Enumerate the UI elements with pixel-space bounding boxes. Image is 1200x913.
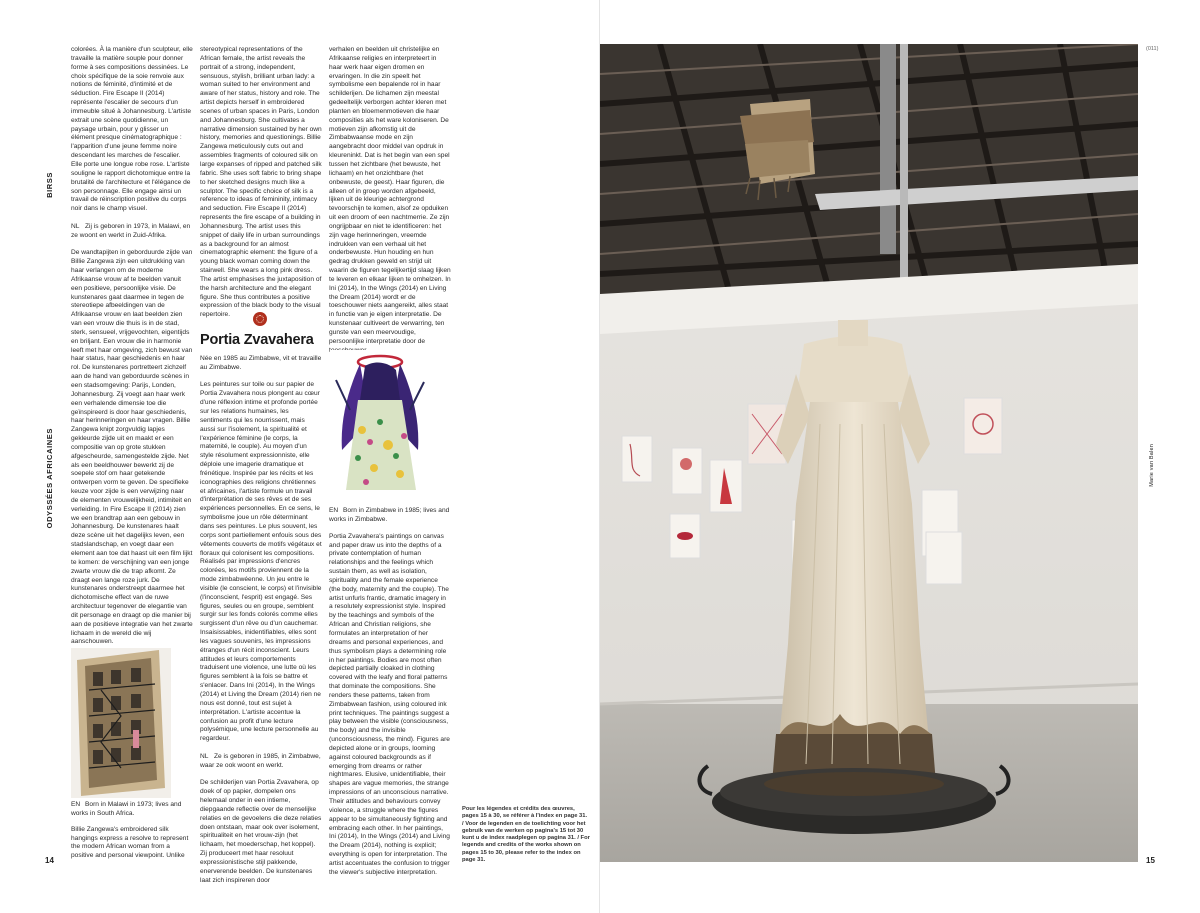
language-label: NL (71, 222, 80, 230)
paragraph-nl-intro: NL Zij is geboren in 1973, in Malawi, en ze woont en werkt in Zuid-Afrika. (71, 222, 191, 239)
legend-note: Pour les légendes et crédits des œuvres, pages 15 à 30, se référer à l'index en page 31. / Voor de legenden en de toelichting voor het gebruik van de werken op pagina's 15 tot 30 kunt u de index raadplegen op pagina 31. / For legends and credits of the works shown on pages 15 to 30, please refer to the index on page 31. (462, 806, 590, 864)
language-label: NL (200, 752, 209, 760)
paragraph: Née en 1985 au Zimbabwe, vit et travaille au Zimbabwe. (200, 355, 322, 371)
text-column-2 (200, 46, 322, 329)
artist-heading: Portia Zvavahera (200, 332, 314, 348)
paragraph-nl-intro: NL Ze is geboren in 1985, in Zimbabwe, waar ze ook woont en werkt. (200, 752, 321, 769)
paragraph: Les peintures sur toile ou sur papier de Portia Zvavahera nous plongent au cœur d'une réflexion intime et profonde portée sur les relations humaines, les sentiments qui les nourrissent, mais aussi sur l'isolement, la spiritualité et l'expérience féminine (le corps, la maternité, le couple). Au moyen d'un style résolument expressionniste, elle déploie une imagerie dramatique et frénétique. Inspirée par les récits et les iconographies des religions chrétiennes et africaines, l'artiste formule un travail d'interprétation de ses rêves et de ses expériences personnelles. En ce sens, le symbolisme joue un rôle déterminant dans ses peintures. Le plus souvent, les corps sont partiellement enfouis sous des vêtements couverts de motifs végétaux et floraux qui colonisent les compositions. Réalisés par impressions d'encres colorées, les motifs proviennent de la mode zimbabwéenne. Un jeu entre le visible (le conscient, le corps) et l'invisible (l'inconscient, l'esprit) est engagé. Ses figures, seules ou en groupe, semblent surgir sur les fonds colorés comme elles surgissent d'un rêve ou d'un cauchemar. Insaisissables, inidentifiables, elles sont les vagues souvenirs, les impressions étranges d'un récit inconscient. Leurs attitudes et leurs comportements traduisent une violence, une lutte où les figures semblent à la fois se battre et s'enlacer. Dans Ini (2014), In the Wings (2014) et Living the Dream (2014) rien ne nous est donné, tout est sujet à interprétation. L'artiste accentue la confusion au profit d'une lecture polysémique, une lecture personnelle au regardeur. (200, 381, 322, 743)
photo-credit-label: Marie van Balen (1149, 444, 1155, 487)
text-column-3 (329, 46, 451, 364)
section-emblem-icon (253, 312, 267, 326)
text-column-3-continued: EN Born in Zimbabwe in 1985; lives and works in Zimbabwe. Portia Zvavahera's paintings on canvas and paper draw us into the depths of a private contemplation of human relationships and the feelings which sustain them, as well as isolation, spirituality and the female experience (the body, maternity and the couple). The artist unfurls frantic, dramatic imagery in a resolutely expressionist style. Inspired by the teachings and symbols of the African and Christian religions, she formulates an interpretation of her dreams and personal experiences, and thus symbolism plays a determining role in her paintings. Bodies are most often depicted partially cloaked in clothing covered with the leafy and floral patterns that dominate the compositions. She renders these patterns, taken from Zimbabwean fashion, using coloured ink print techniques. The paintings suggest a play between the visible (consciousness, the body) and the invisible (unconsciousness, the mind). Figures are depicted alone or in groups, looming against coloured backgrounds as if emerging from dreams or rather nightmares. Elusive, unidentifiable, their shapes are vague memories, the strange impressions of an unconscious narrative. Their attitudes and behaviours convey violence, a struggle where the figures appear to be simultaneously fighting and embracing each other. In her paintings, Ini (2014), In the Wings (2014) and Living the Dream (2014), nothing is explicit; everything is open for interpretation. The artist accentuates the confusion to trigger the viewer's subjective interpretation. (329, 507, 450, 876)
artwork-fire-escape-image (71, 648, 171, 798)
paragraph: Portia Zvavahera's paintings on canvas and paper draw us into the depths of a private contemplation of human relationships and the feelings which sustain them, as well as isolation, spirituality and the female experience (the body, maternity and the couple). The artist unfurls frantic, dramatic imagery in a resolutely expressionist style. Inspired by the teachings and symbols of the African and Christian religions, she formulates an interpretation of her dreams and personal experiences, and thus symbolism plays a determining role in her paintings. Bodies are most often depicted partially cloaked in clothing covered with the leafy and floral patterns that dominate the compositions. She renders these patterns, taken from Zimbabwean fashion, using coloured ink print techniques. The paintings suggest a play between the visible (consciousness, the body) and the invisible (unconsciousness, the mind). Figures are depicted alone or in groups, looming against coloured backgrounds as if emerging from dreams or rather nightmares. Elusive, unidentifiable, their shapes are vague memories, the strange impressions of an unconscious narrative. Their attitudes and behaviours convey violence, a struggle where the figures appear to be simultaneously fighting and embracing each other. In her paintings, Ini (2014), In the Wings (2014) and Living the Dream (2014), nothing is explicit; everything is open for interpretation. The artist accentuates the confusion to trigger the viewer's subjective interpretation. (329, 532, 450, 876)
text-column-2-continued (200, 355, 322, 894)
paragraph: De schilderijen van Portia Zvavahera, op doek of op papier, dompelen ons helemaal onder in een intieme, diepgaande reflectie over de menselijke relaties en de gevoelens die deze relaties doen ontstaan, maar ook over isolement, spiritualiteit en het vrouw-zijn (het lichaam, het moederschap, het koppel). Zij produceert met haar resoluut expressionistische stijl pakkende, enerverende beelden. De kunstenares laat zich inspireren door (200, 779, 322, 884)
artwork-zvavahera-painting-image (330, 350, 430, 495)
caption-fire-escape: EN Born in Malawi in 1973; lives and works in South Africa. Billie Zangewa's embroidered silk hangings express a resolve to represent the modern African woman from a positive and personal viewpoint. Unlike (71, 801, 193, 870)
installation-photograph-image (600, 44, 1138, 862)
page-number-left: 14 (45, 856, 54, 865)
language-label: EN (329, 507, 339, 514)
paragraph: verhalen en beelden uit christelijke en Afrikaanse religies en interpreteert in haar werk haar eigen dromen en ervaringen. In die zin speelt het symbolisme een bepalende rol in haar schilderijen. De lichamen zijn meestal gedeeltelijk verborgen achter kleren met planten en bloemenmotieven die haar composities als het ware koloniseren. De motieven zijn afkomstig uit de Zimbabwaanse mode en zijn aangebracht door middel van opdruk in kleureninkt. Dat is het begin van een spel tussen het zichtbare (het bewuste, het lichaam) en het onzichtbare (het onbewuste, de geest). Haar figuren, die alleen of in groep worden afgebeeld, lijken uit de kleurige achtergrond tevoorschijn te komen, alsof ze opduiken uit een droom of een nachtmerrie. Ze zijn ongrijpbaar en niet te identificeren: het zijn vage herinneringen, vreemde indrukken van een verhaal uit het onderbewuste. Hun houding en hun gedrag drukken geweld en strijd uit waarin de figuren tegelijkertijd slaag lijken te leveren en elkaar lijken te omhelzen. In Ini (2014), In the Wings (2014) en Living the Dream (2014) wordt er de toeschouwer niets aangereikt, alles staat in functie van je eigen interpretatie. De kunstenaar cultiveert de verwarring, ten gunste van een meervoudige, persoonlijke interpretatie door de (329, 46, 451, 345)
paragraph: De wandtapijten in geborduurde zijde van Billie Zangewa zijn een uitdrukking van haar verlangen om de moderne Afrikaanse vrouw af te beelden vanuit een positieve, persoonlijke visie. De kunstenares gaat daarmee in tegen de stereotiepe afbeeldingen van de Afrikaanse vrouw en laat beelden zien van een vrouw die thuis is in de stad, sterk, sensueel, vrijgevochten, eigentijds en briljant. Een vrouw die in harmonie leeft met haar omgeving, zich bewust van haar status, haar geschiedenis en haar rol. De kunstenares portretteert zichzelf aan de hand van geborduurde scènes in een stadsomgeving: Parijs, Londen, Johannesburg. Zij voegt aan haar werk een verhalende dimensie toe die geïnspireerd is door haar geschiedenis, haar herinneringen en haar vragen. Billie Zangewa knipt zorgvuldig lapjes gekleurde zijde uit en maakt er een compositie van op grote stukken afgescheurde, samengestelde zijde. Net als een beeldhouwer bewerkt zij de soepele stof om haar getekende ontwerpen vorm te geven. De specifieke keuze voor zijde is een verwijzing naar de elementen vrouwelijkheid, intimiteit en verleiding. In Fire Escape II (2014) zien we een brandtrap aan een gebouw in Johannesburg. De kunstenares haalt deze scène uit het dagelijks leven, een stadslandschap, en voegt daar een element aan toe dat haast uit een film lijkt te komen: de verschijning van een jonge zwarte vrouw die de trap afkomt. Ze draagt een lange roze jurk. De kunstenares onderstreept daarmee het dichotomische effect van de ruwe architectuur tegenover de elegantie van dit personage en draagt op die manier bij aan de positieve integratie van het zwarte lichaam in de wereld die wij aanschouwen. (71, 249, 193, 646)
text-column-1 (71, 46, 193, 656)
page-number-right: 15 (1146, 856, 1155, 865)
section-label-birss: BIRSS (45, 172, 54, 198)
paragraph: Billie Zangewa's embroidered silk hangings express a resolve to represent the modern African woman from a positive and personal viewpoint. Unlike (71, 825, 189, 860)
section-label-odyssees: ODYSSÉES AFRICAINES (45, 428, 54, 529)
folio-marker: (011) (1146, 46, 1159, 52)
language-label: EN (71, 801, 81, 808)
paragraph: colorées. À la manière d'un sculpteur, elle travaille la matière souple pour donner forme à ses compositions dessinées. Le choix spécifique de la soie renvoie aux notions de féminité, d'intimité et de séduction. Fire Escape II (2014) représente l'escalier de secours d'un immeuble situé à Johannesburg. L'artiste extrait une scène quotidienne, un paysage urbain, pour y glisser un élément presque cinématographique : l'apparition d'une jeune femme noire descendant les marches de l'escalier. Elle porte une longue robe rose. L'artiste souligne le rapport dichotomique entre la brutalité de l'architecture et l'élégance de son personnage. Elle engage ainsi un travail de réinscription positive du corps noir dans le champ visuel. (71, 46, 193, 213)
paragraph: stereotypical representations of the African female, the artist reveals the portrait of a strong, independent, sensuous, stylish, brilliant urban lady: a woman suited to her environment and aware of her status, history and role. The artist depicts herself in embroidered scenes of urban spaces in Paris, London and Johannesburg. She cultivates a narrative dimension sustained by her own history, memories and questionings. Billie Zangewa meticulously cuts out and assembles fragments of coloured silk on large expanses of ripped and patched silk fabric. She uses soft fabric to bring shape to her sketched designs much like a sculptor. The specific choice of silk is a reference to ideas of femininity, intimacy and seduction. Fire Escape II (2014) represents the fire escape of a building in Johannesburg. The artist uses this snippet of daily life in urban surroundings as a background for an almost cinematographic element: the figure of a young black woman coming down the stairwell. She wears a long pink dress. The artist emphasises the juxtaposition of the harsh architecture and the elegant figure. She thus contributes a positive expression of the black body to the visual repertoire. (200, 46, 322, 319)
